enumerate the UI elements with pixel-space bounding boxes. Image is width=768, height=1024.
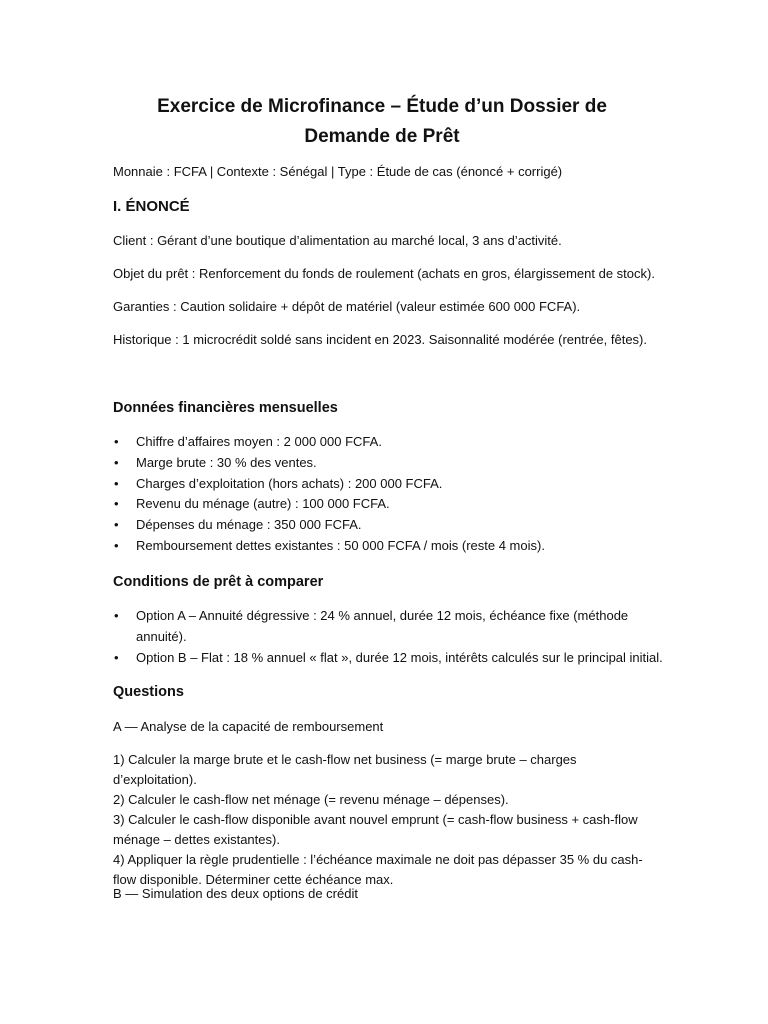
questions-a-title: A — Analyse de la capacité de remboursement (113, 719, 384, 734)
client-line: Client : Gérant d’une boutique d’alimentation au marché local, 3 ans d’activité. (113, 233, 562, 248)
list-item: • Charges d’exploitation (hors achats) : 200 000 FCFA. (113, 474, 673, 495)
questions-b-title: B — Simulation des deux options de crédit (113, 886, 358, 901)
question-item: 1) Calculer la marge brute et le cash-flow net business (= marge brute – charges d’exploitation). (113, 752, 577, 787)
garanties-line: Garanties : Caution solidaire + dépôt de matériel (valeur estimée 600 000 FCFA). (113, 299, 581, 314)
list-item: • Revenu du ménage (autre) : 100 000 FCFA. (113, 494, 673, 515)
donnees-list (113, 432, 673, 557)
list-item: • Chiffre d’affaires moyen : 2 000 000 FCFA. (113, 432, 673, 453)
questions-heading: Questions (113, 684, 184, 700)
historique-line: Historique : 1 microcrédit soldé sans incident en 2023. Saisonnalité modérée (rentrée, fêtes). (113, 332, 648, 347)
list-item: • Option B – Flat : 18 % annuel « flat », durée 12 mois, intérêts calculés sur le principal initial. (113, 648, 663, 669)
conditions-list (113, 606, 663, 668)
conditions-heading: Conditions de prêt à comparer (113, 574, 324, 590)
list-item: • Marge brute : 30 % des ventes. (113, 453, 673, 474)
document-meta: Monnaie : FCFA | Contexte : Sénégal | Type : Étude de cas (énoncé + corrigé) (113, 164, 563, 179)
list-item: • Dépenses du ménage : 350 000 FCFA. (113, 515, 673, 536)
section-heading-enonce: I. ÉNONCÉ (113, 198, 190, 215)
question-item: 3) Calculer le cash-flow disponible avant nouvel emprunt (= cash-flow business + cash-flow ménage – dettes existantes). (113, 812, 638, 847)
objet-line: Objet du prêt : Renforcement du fonds de roulement (achats en gros, élargissement de stock). (113, 266, 655, 281)
list-item: • Option A – Annuité dégressive : 24 % annuel, durée 12 mois, échéance fixe (méthode annuité). (113, 606, 663, 648)
question-item: 4) Appliquer la règle prudentielle : l’échéance maximale ne doit pas dépasser 35 % du cash-flow disponible. Déterminer cette échéance max. (113, 852, 643, 887)
document-title: Exercice de Microfinance – Étude d’un Dossier de Demande de Prêt (157, 96, 607, 147)
question-item: 2) Calculer le cash-flow net ménage (= revenu ménage – dépenses). (113, 792, 509, 807)
list-item: • Remboursement dettes existantes : 50 000 FCFA / mois (reste 4 mois). (113, 536, 673, 557)
questions-list (113, 750, 658, 890)
donnees-heading: Données financières mensuelles (113, 400, 338, 416)
